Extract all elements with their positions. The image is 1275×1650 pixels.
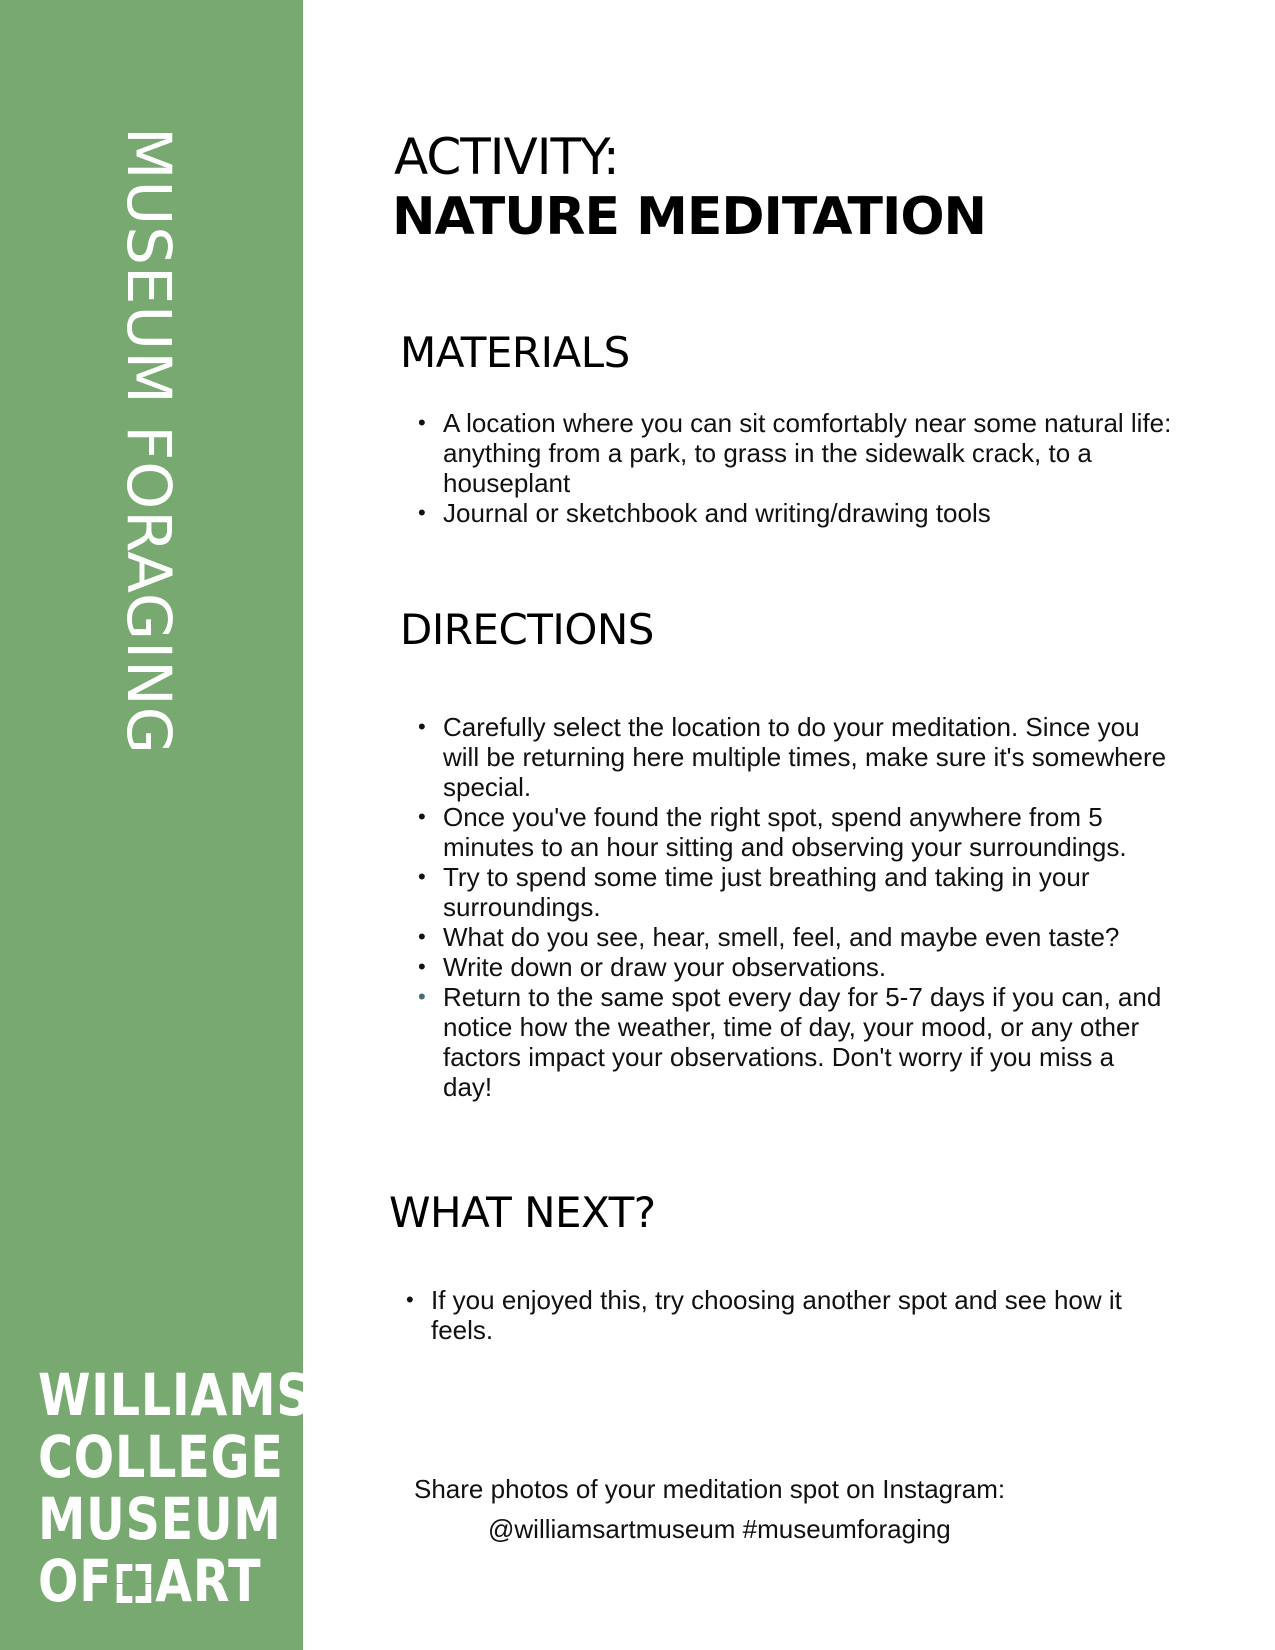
list-item-text: Carefully select the location to do your meditation. Since you will be returning here multiple times, make sure it's somewhere special.: [443, 712, 1167, 802]
list-item: [418, 712, 1168, 802]
logo-of-text: OF: [38, 1547, 113, 1615]
bullet-icon: •: [418, 864, 426, 889]
what-next-list: [406, 1285, 1166, 1345]
list-item-text: Try to spend some time just breathing and taking in your surroundings.: [443, 862, 1090, 922]
logo-line-2: COLLEGE: [38, 1423, 284, 1491]
bullet-icon: •: [418, 984, 426, 1009]
bullet-icon: •: [418, 924, 426, 949]
logo-line-1: WILLIAMS: [38, 1361, 312, 1429]
bullet-icon: •: [418, 954, 426, 979]
list-item: [418, 952, 1168, 982]
bullet-icon: •: [418, 410, 426, 435]
list-item: [406, 1285, 1166, 1345]
logo-art-text: ART: [155, 1547, 262, 1615]
series-title: MUSEUM FORAGING: [113, 127, 184, 756]
list-item-text: Return to the same spot every day for 5-7 days if you can, and notice how the weather, time of day, your mood, or any other factors impact your observations. Don't worry if you miss a day!: [443, 982, 1162, 1102]
list-item-text: Journal or sketchbook and writing/drawing tools: [443, 498, 991, 528]
what-next-heading: WHAT NEXT?: [389, 1188, 656, 1237]
list-item-text: What do you see, hear, smell, feel, and maybe even taste?: [443, 922, 1120, 952]
list-item-text: Once you've found the right spot, spend anywhere from 5 minutes to an hour sitting and observing your surroundings.: [443, 802, 1127, 862]
bullet-icon: •: [418, 714, 426, 739]
list-item: [418, 408, 1198, 498]
list-item: [418, 862, 1168, 922]
list-item: [418, 498, 1198, 528]
bullet-icon: •: [406, 1287, 414, 1312]
list-item-text: If you enjoyed this, try choosing another spot and see how it feels.: [431, 1285, 1122, 1345]
list-item: [418, 802, 1168, 862]
bullet-icon: •: [418, 500, 426, 525]
directions-heading: DIRECTIONS: [400, 605, 654, 654]
instagram-handle: @williamsartmuseum #museumforaging: [488, 1514, 951, 1544]
list-item-text: A location where you can sit comfortably near some natural life: anything from a park, to grass in the sidewalk crack, to a houseplant: [443, 408, 1172, 498]
materials-heading: MATERIALS: [400, 328, 630, 377]
directions-list: [418, 712, 1168, 1102]
share-text: Share photos of your meditation spot on Instagram:: [414, 1474, 1006, 1504]
materials-list: [418, 408, 1198, 528]
activity-label: ACTIVITY:: [394, 128, 619, 186]
list-item: [418, 922, 1168, 952]
list-item: [418, 982, 1168, 1102]
bullet-icon: •: [418, 804, 426, 829]
logo-line-3: MUSEUM: [38, 1485, 282, 1553]
page-title: NATURE MEDITATION: [392, 187, 987, 247]
list-item-text: Write down or draw your observations.: [443, 952, 887, 982]
